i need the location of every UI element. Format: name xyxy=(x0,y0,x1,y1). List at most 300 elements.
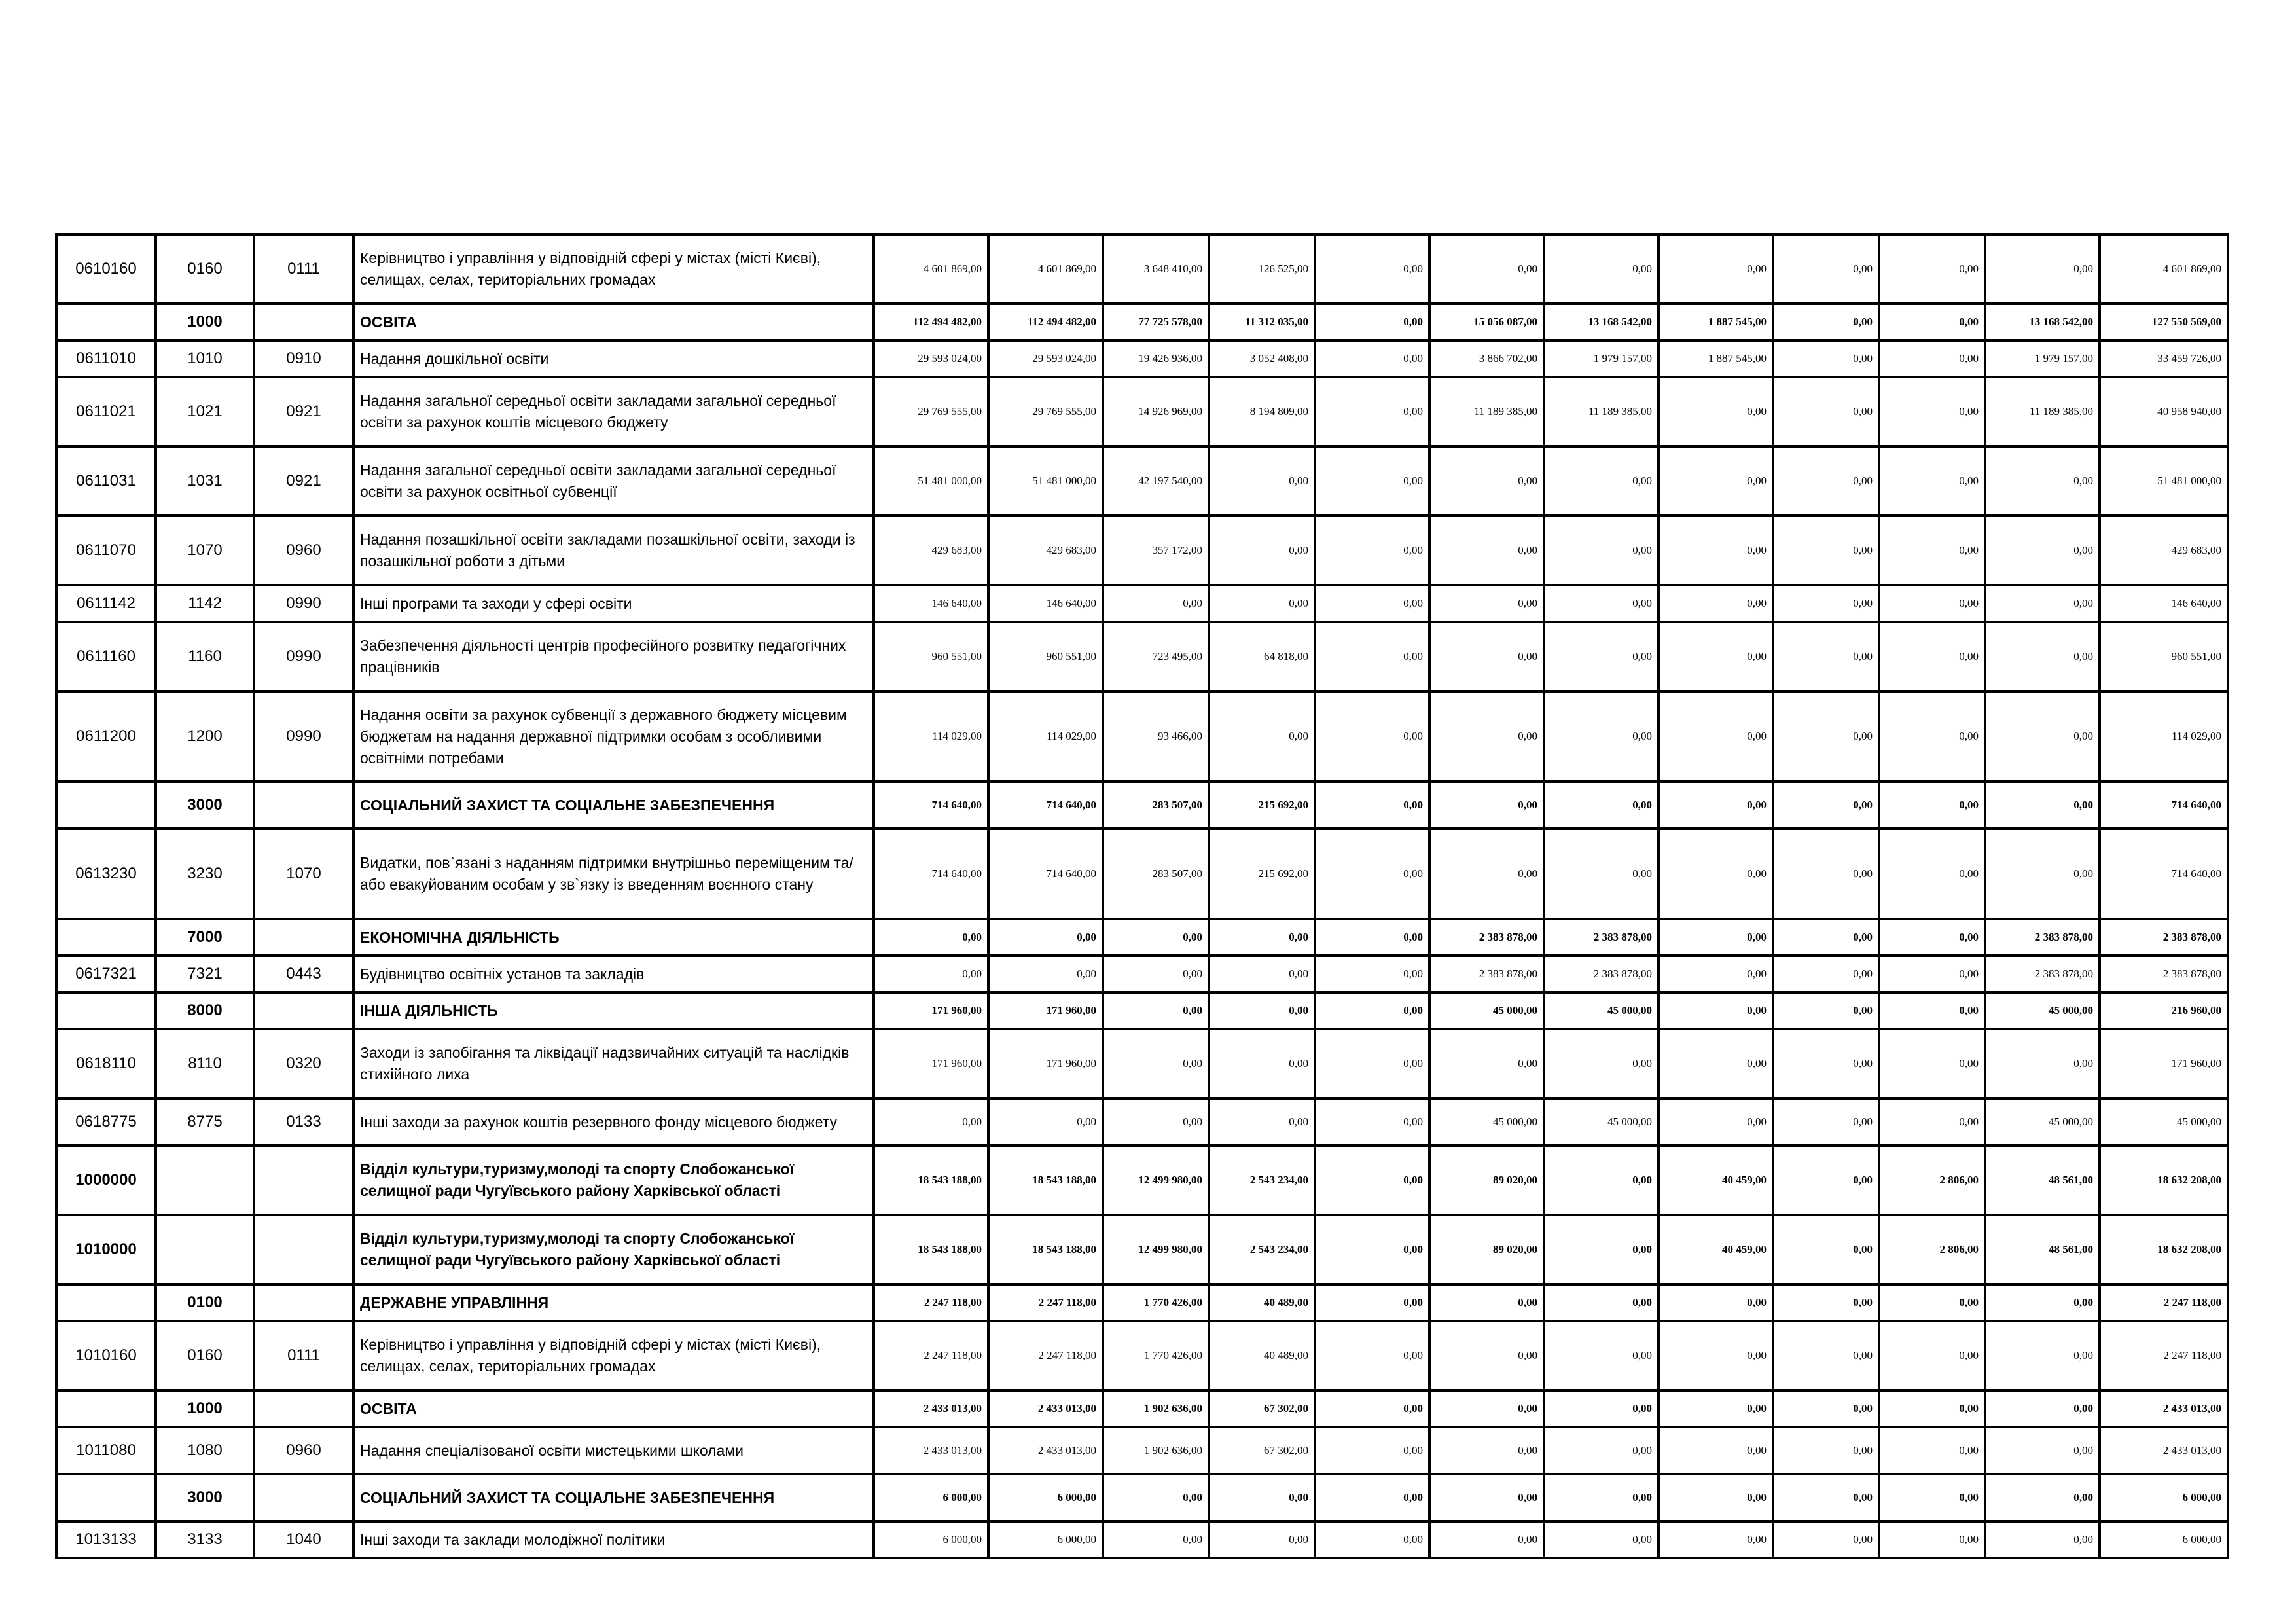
function-code xyxy=(254,304,353,340)
amount-cell: 0,00 xyxy=(1985,234,2100,304)
amount-cell: 1 887 545,00 xyxy=(1659,304,1773,340)
table-row xyxy=(56,622,2228,691)
amount-cell: 0,00 xyxy=(1315,1521,1429,1558)
amount-cell: 2 247 118,00 xyxy=(2100,1321,2228,1390)
table-row xyxy=(56,992,2228,1029)
table-row xyxy=(56,1284,2228,1321)
amount-cell: 12 499 980,00 xyxy=(1103,1215,1209,1284)
table-row xyxy=(56,1029,2228,1098)
program-code: 0611031 xyxy=(56,446,156,516)
amount-cell: 4 601 869,00 xyxy=(2100,234,2228,304)
amount-cell: 0,00 xyxy=(1879,446,1985,516)
function-code: 1070 xyxy=(254,829,353,919)
function-code: 0990 xyxy=(254,622,353,691)
amount-cell: 2 383 878,00 xyxy=(1985,919,2100,956)
program-class-code: 1031 xyxy=(156,446,254,516)
amount-cell: 0,00 xyxy=(1879,1474,1985,1521)
amount-cell: 0,00 xyxy=(1429,782,1544,829)
amount-cell: 127 550 569,00 xyxy=(2100,304,2228,340)
program-code: 0613230 xyxy=(56,829,156,919)
amount-cell: 283 507,00 xyxy=(1103,782,1209,829)
amount-cell: 0,00 xyxy=(1879,1029,1985,1098)
amount-cell: 0,00 xyxy=(1315,691,1429,782)
program-name: Заходи із запобігання та ліквідації надзвичайних ситуацій та наслідків стихійного лиха xyxy=(353,1029,874,1098)
table-row xyxy=(56,1146,2228,1215)
amount-cell: 18 543 188,00 xyxy=(874,1146,988,1215)
amount-cell: 0,00 xyxy=(1659,1390,1773,1427)
amount-cell: 429 683,00 xyxy=(988,516,1103,585)
amount-cell: 29 593 024,00 xyxy=(988,340,1103,377)
program-name: Керівництво і управління у відповідній сфері у містах (місті Києві), селищах, селах, територіальних громадах xyxy=(353,1321,874,1390)
amount-cell: 0,00 xyxy=(874,1098,988,1146)
amount-cell: 2 543 234,00 xyxy=(1209,1215,1315,1284)
program-code: 0618775 xyxy=(56,1098,156,1146)
table-row xyxy=(56,1474,2228,1521)
amount-cell: 0,00 xyxy=(1659,446,1773,516)
amount-cell: 0,00 xyxy=(1879,1284,1985,1321)
budget-table xyxy=(55,233,2229,1559)
program-class-code: 1142 xyxy=(156,585,254,622)
amount-cell: 0,00 xyxy=(1659,1284,1773,1321)
amount-cell: 0,00 xyxy=(1773,1146,1879,1215)
program-name: ІНША ДІЯЛЬНІСТЬ xyxy=(353,992,874,1029)
amount-cell: 2 383 878,00 xyxy=(2100,956,2228,992)
amount-cell: 0,00 xyxy=(1659,919,1773,956)
amount-cell: 0,00 xyxy=(1544,1427,1659,1474)
function-code xyxy=(254,1390,353,1427)
program-name: СОЦІАЛЬНИЙ ЗАХИСТ ТА СОЦІАЛЬНЕ ЗАБЕЗПЕЧЕННЯ xyxy=(353,1474,874,1521)
program-class-code: 3230 xyxy=(156,829,254,919)
amount-cell: 0,00 xyxy=(1544,446,1659,516)
amount-cell: 40 489,00 xyxy=(1209,1321,1315,1390)
amount-cell: 0,00 xyxy=(1544,1146,1659,1215)
amount-cell: 0,00 xyxy=(1879,377,1985,446)
amount-cell: 0,00 xyxy=(1429,829,1544,919)
program-class-code: 1010 xyxy=(156,340,254,377)
amount-cell: 0,00 xyxy=(1773,304,1879,340)
amount-cell: 0,00 xyxy=(1544,622,1659,691)
amount-cell: 0,00 xyxy=(988,956,1103,992)
amount-cell: 3 052 408,00 xyxy=(1209,340,1315,377)
amount-cell: 45 000,00 xyxy=(1544,1098,1659,1146)
amount-cell: 112 494 482,00 xyxy=(874,304,988,340)
amount-cell: 0,00 xyxy=(1879,992,1985,1029)
amount-cell: 0,00 xyxy=(1315,1321,1429,1390)
amount-cell: 0,00 xyxy=(1659,1474,1773,1521)
amount-cell: 45 000,00 xyxy=(1985,1098,2100,1146)
amount-cell: 2 383 878,00 xyxy=(2100,919,2228,956)
amount-cell: 14 926 969,00 xyxy=(1103,377,1209,446)
function-code: 0320 xyxy=(254,1029,353,1098)
amount-cell: 0,00 xyxy=(988,919,1103,956)
amount-cell: 0,00 xyxy=(1773,1321,1879,1390)
program-class-code xyxy=(156,1146,254,1215)
amount-cell: 18 543 188,00 xyxy=(874,1215,988,1284)
program-code: 1013133 xyxy=(56,1521,156,1558)
amount-cell: 0,00 xyxy=(1315,1146,1429,1215)
amount-cell: 12 499 980,00 xyxy=(1103,1146,1209,1215)
amount-cell: 2 433 013,00 xyxy=(988,1390,1103,1427)
amount-cell: 2 543 234,00 xyxy=(1209,1146,1315,1215)
amount-cell: 171 960,00 xyxy=(2100,1029,2228,1098)
amount-cell: 0,00 xyxy=(1659,622,1773,691)
amount-cell: 0,00 xyxy=(1429,1390,1544,1427)
amount-cell: 40 459,00 xyxy=(1659,1215,1773,1284)
function-code xyxy=(254,782,353,829)
function-code: 0921 xyxy=(254,377,353,446)
function-code: 1040 xyxy=(254,1521,353,1558)
table-row xyxy=(56,1390,2228,1427)
amount-cell: 0,00 xyxy=(1773,377,1879,446)
amount-cell: 0,00 xyxy=(1659,1321,1773,1390)
amount-cell: 0,00 xyxy=(1315,1098,1429,1146)
amount-cell: 42 197 540,00 xyxy=(1103,446,1209,516)
function-code: 0921 xyxy=(254,446,353,516)
program-name: Інші заходи та заклади молодіжної політики xyxy=(353,1521,874,1558)
amount-cell: 0,00 xyxy=(1659,1427,1773,1474)
program-class-code: 8110 xyxy=(156,1029,254,1098)
amount-cell: 0,00 xyxy=(1209,919,1315,956)
program-class-code xyxy=(156,1215,254,1284)
amount-cell: 6 000,00 xyxy=(2100,1521,2228,1558)
amount-cell: 0,00 xyxy=(1879,691,1985,782)
program-code: 0611142 xyxy=(56,585,156,622)
function-code xyxy=(254,1215,353,1284)
amount-cell: 13 168 542,00 xyxy=(1985,304,2100,340)
program-class-code: 1080 xyxy=(156,1427,254,1474)
amount-cell: 0,00 xyxy=(1879,234,1985,304)
amount-cell: 0,00 xyxy=(1315,1427,1429,1474)
amount-cell: 6 000,00 xyxy=(988,1521,1103,1558)
amount-cell: 89 020,00 xyxy=(1429,1215,1544,1284)
amount-cell: 77 725 578,00 xyxy=(1103,304,1209,340)
amount-cell: 0,00 xyxy=(1659,585,1773,622)
amount-cell: 1 902 636,00 xyxy=(1103,1427,1209,1474)
program-name: Інші заходи за рахунок коштів резервного фонду місцевого бюджету xyxy=(353,1098,874,1146)
amount-cell: 2 247 118,00 xyxy=(874,1284,988,1321)
table-row xyxy=(56,585,2228,622)
amount-cell: 2 433 013,00 xyxy=(874,1390,988,1427)
amount-cell: 0,00 xyxy=(1209,1474,1315,1521)
amount-cell: 0,00 xyxy=(1315,782,1429,829)
amount-cell: 0,00 xyxy=(1659,829,1773,919)
amount-cell: 0,00 xyxy=(1315,919,1429,956)
program-code xyxy=(56,1284,156,1321)
amount-cell: 0,00 xyxy=(1879,782,1985,829)
amount-cell: 0,00 xyxy=(1103,1474,1209,1521)
program-name: Надання спеціалізованої освіти мистецькими школами xyxy=(353,1427,874,1474)
amount-cell: 2 806,00 xyxy=(1879,1146,1985,1215)
amount-cell: 146 640,00 xyxy=(2100,585,2228,622)
program-code: 0611010 xyxy=(56,340,156,377)
amount-cell: 0,00 xyxy=(1985,1284,2100,1321)
program-class-code: 1000 xyxy=(156,1390,254,1427)
amount-cell: 0,00 xyxy=(1209,446,1315,516)
amount-cell: 0,00 xyxy=(1659,1098,1773,1146)
amount-cell: 0,00 xyxy=(1773,691,1879,782)
amount-cell: 0,00 xyxy=(1429,516,1544,585)
amount-cell: 2 433 013,00 xyxy=(2100,1390,2228,1427)
table-row xyxy=(56,1427,2228,1474)
amount-cell: 45 000,00 xyxy=(1429,992,1544,1029)
amount-cell: 0,00 xyxy=(1544,585,1659,622)
amount-cell: 0,00 xyxy=(1315,234,1429,304)
amount-cell: 0,00 xyxy=(1659,1521,1773,1558)
amount-cell: 1 979 157,00 xyxy=(1544,340,1659,377)
amount-cell: 29 769 555,00 xyxy=(988,377,1103,446)
amount-cell: 0,00 xyxy=(1544,1215,1659,1284)
amount-cell: 0,00 xyxy=(1209,956,1315,992)
table-row xyxy=(56,956,2228,992)
amount-cell: 0,00 xyxy=(1773,1284,1879,1321)
program-class-code: 1200 xyxy=(156,691,254,782)
table-row xyxy=(56,304,2228,340)
program-name: Відділ культури,туризму,молоді та спорту Слобожанської селищної ради Чугуївського району Харківської області xyxy=(353,1146,874,1215)
amount-cell: 0,00 xyxy=(1879,1390,1985,1427)
amount-cell: 0,00 xyxy=(1315,1215,1429,1284)
amount-cell: 2 383 878,00 xyxy=(1544,956,1659,992)
amount-cell: 0,00 xyxy=(1659,691,1773,782)
amount-cell: 2 433 013,00 xyxy=(988,1427,1103,1474)
amount-cell: 0,00 xyxy=(1773,1215,1879,1284)
table-row xyxy=(56,1215,2228,1284)
amount-cell: 714 640,00 xyxy=(2100,782,2228,829)
amount-cell: 0,00 xyxy=(1429,1321,1544,1390)
amount-cell: 171 960,00 xyxy=(874,992,988,1029)
amount-cell: 0,00 xyxy=(1773,919,1879,956)
amount-cell: 114 029,00 xyxy=(2100,691,2228,782)
amount-cell: 40 489,00 xyxy=(1209,1284,1315,1321)
amount-cell: 0,00 xyxy=(1544,1321,1659,1390)
amount-cell: 11 312 035,00 xyxy=(1209,304,1315,340)
amount-cell: 0,00 xyxy=(1659,377,1773,446)
amount-cell: 0,00 xyxy=(1879,919,1985,956)
amount-cell: 114 029,00 xyxy=(988,691,1103,782)
amount-cell: 0,00 xyxy=(1985,1474,2100,1521)
amount-cell: 0,00 xyxy=(1773,446,1879,516)
amount-cell: 0,00 xyxy=(1985,622,2100,691)
amount-cell: 2 247 118,00 xyxy=(988,1284,1103,1321)
amount-cell: 2 383 878,00 xyxy=(1429,919,1544,956)
amount-cell: 19 426 936,00 xyxy=(1103,340,1209,377)
amount-cell: 0,00 xyxy=(1103,585,1209,622)
function-code: 0990 xyxy=(254,691,353,782)
amount-cell: 0,00 xyxy=(1773,782,1879,829)
amount-cell: 0,00 xyxy=(1985,829,2100,919)
table-row xyxy=(56,516,2228,585)
amount-cell: 67 302,00 xyxy=(1209,1390,1315,1427)
program-code: 0611200 xyxy=(56,691,156,782)
amount-cell: 0,00 xyxy=(1659,782,1773,829)
program-code xyxy=(56,304,156,340)
amount-cell: 114 029,00 xyxy=(874,691,988,782)
amount-cell: 0,00 xyxy=(1209,992,1315,1029)
program-class-code: 1000 xyxy=(156,304,254,340)
amount-cell: 0,00 xyxy=(1879,622,1985,691)
amount-cell: 0,00 xyxy=(1985,782,2100,829)
program-name: ЕКОНОМІЧНА ДІЯЛЬНІСТЬ xyxy=(353,919,874,956)
function-code xyxy=(254,1284,353,1321)
amount-cell: 0,00 xyxy=(1315,1029,1429,1098)
amount-cell: 0,00 xyxy=(1773,1390,1879,1427)
amount-cell: 4 601 869,00 xyxy=(988,234,1103,304)
amount-cell: 0,00 xyxy=(1315,377,1429,446)
program-code: 1010000 xyxy=(56,1215,156,1284)
amount-cell: 0,00 xyxy=(1544,1029,1659,1098)
table-row xyxy=(56,340,2228,377)
amount-cell: 29 769 555,00 xyxy=(874,377,988,446)
table-row xyxy=(56,1521,2228,1558)
amount-cell: 48 561,00 xyxy=(1985,1215,2100,1284)
program-code: 0611021 xyxy=(56,377,156,446)
amount-cell: 146 640,00 xyxy=(988,585,1103,622)
amount-cell: 126 525,00 xyxy=(1209,234,1315,304)
amount-cell: 67 302,00 xyxy=(1209,1427,1315,1474)
table-row xyxy=(56,782,2228,829)
table-row xyxy=(56,691,2228,782)
amount-cell: 0,00 xyxy=(1879,304,1985,340)
amount-cell: 8 194 809,00 xyxy=(1209,377,1315,446)
amount-cell: 714 640,00 xyxy=(874,782,988,829)
function-code xyxy=(254,992,353,1029)
amount-cell: 357 172,00 xyxy=(1103,516,1209,585)
amount-cell: 1 979 157,00 xyxy=(1985,340,2100,377)
function-code: 0111 xyxy=(254,1321,353,1390)
amount-cell: 0,00 xyxy=(1429,1029,1544,1098)
amount-cell: 40 958 940,00 xyxy=(2100,377,2228,446)
amount-cell: 0,00 xyxy=(1103,919,1209,956)
table-row xyxy=(56,377,2228,446)
amount-cell: 0,00 xyxy=(1429,585,1544,622)
amount-cell: 89 020,00 xyxy=(1429,1146,1544,1215)
amount-cell: 51 481 000,00 xyxy=(874,446,988,516)
amount-cell: 18 632 208,00 xyxy=(2100,1215,2228,1284)
amount-cell: 112 494 482,00 xyxy=(988,304,1103,340)
amount-cell: 0,00 xyxy=(1985,585,2100,622)
amount-cell: 0,00 xyxy=(1773,585,1879,622)
program-class-code: 3133 xyxy=(156,1521,254,1558)
amount-cell: 215 692,00 xyxy=(1209,782,1315,829)
amount-cell: 18 543 188,00 xyxy=(988,1215,1103,1284)
amount-cell: 0,00 xyxy=(1879,340,1985,377)
program-class-code: 8775 xyxy=(156,1098,254,1146)
amount-cell: 51 481 000,00 xyxy=(988,446,1103,516)
amount-cell: 0,00 xyxy=(1879,585,1985,622)
amount-cell: 0,00 xyxy=(1429,622,1544,691)
amount-cell: 0,00 xyxy=(1985,691,2100,782)
amount-cell: 0,00 xyxy=(1773,829,1879,919)
table-row xyxy=(56,919,2228,956)
amount-cell: 1 770 426,00 xyxy=(1103,1321,1209,1390)
function-code: 0133 xyxy=(254,1098,353,1146)
amount-cell: 4 601 869,00 xyxy=(874,234,988,304)
function-code: 0960 xyxy=(254,516,353,585)
program-code: 1011080 xyxy=(56,1427,156,1474)
program-code xyxy=(56,992,156,1029)
program-name: Надання дошкільної освіти xyxy=(353,340,874,377)
function-code: 0960 xyxy=(254,1427,353,1474)
amount-cell: 0,00 xyxy=(1544,691,1659,782)
amount-cell: 0,00 xyxy=(1544,516,1659,585)
amount-cell: 1 887 545,00 xyxy=(1659,340,1773,377)
amount-cell: 0,00 xyxy=(1879,1098,1985,1146)
amount-cell: 0,00 xyxy=(1315,829,1429,919)
amount-cell: 0,00 xyxy=(1773,622,1879,691)
amount-cell: 171 960,00 xyxy=(988,992,1103,1029)
amount-cell: 2 247 118,00 xyxy=(988,1321,1103,1390)
program-class-code: 7000 xyxy=(156,919,254,956)
program-code xyxy=(56,1474,156,1521)
amount-cell: 0,00 xyxy=(1103,1098,1209,1146)
amount-cell: 0,00 xyxy=(1985,1390,2100,1427)
amount-cell: 0,00 xyxy=(1544,782,1659,829)
amount-cell: 6 000,00 xyxy=(874,1521,988,1558)
amount-cell: 0,00 xyxy=(1773,234,1879,304)
amount-cell: 45 000,00 xyxy=(1985,992,2100,1029)
amount-cell: 0,00 xyxy=(1659,1029,1773,1098)
program-class-code: 8000 xyxy=(156,992,254,1029)
table-row xyxy=(56,829,2228,919)
table-row xyxy=(56,234,2228,304)
amount-cell: 0,00 xyxy=(1429,1521,1544,1558)
amount-cell: 0,00 xyxy=(1773,956,1879,992)
amount-cell: 0,00 xyxy=(1315,340,1429,377)
program-name: Забезпечення діяльності центрів професійного розвитку педагогічних працівників xyxy=(353,622,874,691)
amount-cell: 3 866 702,00 xyxy=(1429,340,1544,377)
amount-cell: 0,00 xyxy=(1544,829,1659,919)
amount-cell: 723 495,00 xyxy=(1103,622,1209,691)
amount-cell: 0,00 xyxy=(1985,1029,2100,1098)
amount-cell: 2 383 878,00 xyxy=(1429,956,1544,992)
amount-cell: 0,00 xyxy=(1315,516,1429,585)
program-class-code: 1021 xyxy=(156,377,254,446)
program-class-code: 7321 xyxy=(156,956,254,992)
amount-cell: 960 551,00 xyxy=(988,622,1103,691)
program-class-code: 1070 xyxy=(156,516,254,585)
amount-cell: 33 459 726,00 xyxy=(2100,340,2228,377)
amount-cell: 15 056 087,00 xyxy=(1429,304,1544,340)
amount-cell: 0,00 xyxy=(1544,1390,1659,1427)
amount-cell: 429 683,00 xyxy=(874,516,988,585)
amount-cell: 45 000,00 xyxy=(1544,992,1659,1029)
program-class-code: 3000 xyxy=(156,1474,254,1521)
amount-cell: 714 640,00 xyxy=(988,829,1103,919)
program-name: Надання освіти за рахунок субвенції з державного бюджету місцевим бюджетам на надання державної підтримки особам з особливими освітніми потребами xyxy=(353,691,874,782)
amount-cell: 18 543 188,00 xyxy=(988,1146,1103,1215)
amount-cell: 45 000,00 xyxy=(2100,1098,2228,1146)
amount-cell: 2 383 878,00 xyxy=(1544,919,1659,956)
amount-cell: 2 383 878,00 xyxy=(1985,956,2100,992)
program-class-code: 0100 xyxy=(156,1284,254,1321)
amount-cell: 960 551,00 xyxy=(874,622,988,691)
amount-cell: 0,00 xyxy=(1209,585,1315,622)
amount-cell: 0,00 xyxy=(1773,1427,1879,1474)
amount-cell: 0,00 xyxy=(1773,1029,1879,1098)
amount-cell: 29 593 024,00 xyxy=(874,340,988,377)
program-class-code: 1160 xyxy=(156,622,254,691)
amount-cell: 0,00 xyxy=(874,956,988,992)
amount-cell: 0,00 xyxy=(1879,1521,1985,1558)
amount-cell: 0,00 xyxy=(1429,1474,1544,1521)
amount-cell: 0,00 xyxy=(1544,234,1659,304)
amount-cell: 146 640,00 xyxy=(874,585,988,622)
amount-cell: 0,00 xyxy=(1315,585,1429,622)
amount-cell: 0,00 xyxy=(1544,1474,1659,1521)
amount-cell: 0,00 xyxy=(1985,446,2100,516)
program-name: Будівництво освітніх установ та закладів xyxy=(353,956,874,992)
amount-cell: 0,00 xyxy=(1659,516,1773,585)
program-code: 1000000 xyxy=(56,1146,156,1215)
